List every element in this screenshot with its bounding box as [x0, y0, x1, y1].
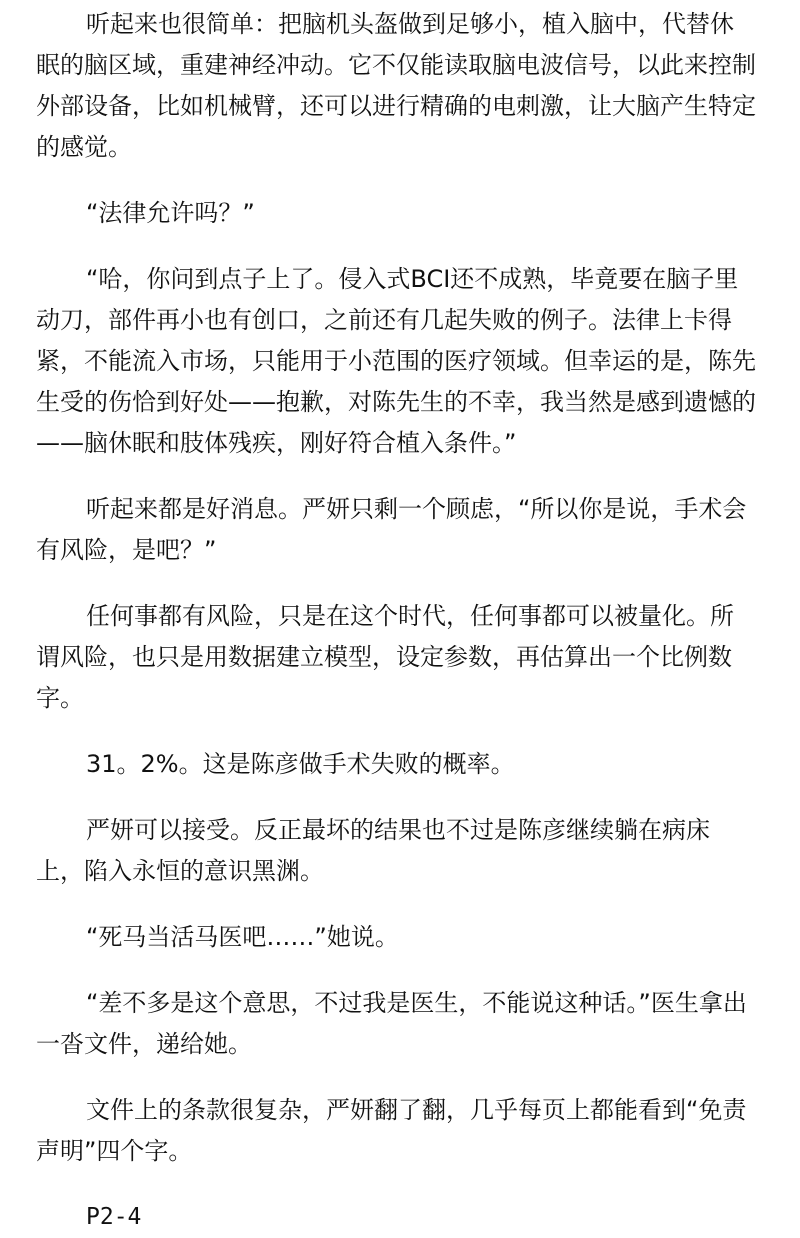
paragraph: 听起来也很简单：把脑机头盔做到足够小，植入脑中，代替休眠的脑区域，重建神经冲动。它不仅能读取脑电波信号，以此来控制外部设备，比如机械臂，还可以进行精确的电刺激，让大脑产生特定的感觉。 — [36, 10, 756, 161]
paragraph: “死马当活马医吧……”她说。 — [86, 923, 399, 951]
page-number: P2-4 — [86, 1204, 142, 1230]
paragraph: “法律允许吗？” — [86, 199, 255, 227]
paragraph: 任何事都有风险，只是在这个时代，任何事都可以被量化。所谓风险，也只是用数据建立模型，设定参数，再估算出一个比例数字。 — [36, 602, 734, 712]
paragraph: 文件上的条款很复杂，严妍翻了翻，几乎每页上都能看到“免责声明”四个字。 — [36, 1096, 747, 1165]
paragraph: 31。2%。这是陈彦做手术失败的概率。 — [86, 750, 515, 778]
paragraph: 严妍可以接受。反正最坏的结果也不过是陈彦继续躺在病床上，陷入永恒的意识黑渊。 — [36, 816, 710, 885]
paragraph: “哈，你问到点子上了。侵入式BCI还不成熟，毕竟要在脑子里动刀，部件再小也有创口，之前还有几起失败的例子。法律上卡得紧，不能流入市场，只能用于小范围的医疗领域。但幸运的是，陈先生受的伤恰到好处——抱歉，对陈先生的不幸，我当然是感到遗憾的——脑休眠和肢体残疾，刚好符合植入条件。” — [36, 265, 756, 457]
paragraph: “差不多是这个意思，不过我是医生，不能说这种话。”医生拿出一沓文件，递给她。 — [36, 989, 747, 1058]
paragraph: 听起来都是好消息。严妍只剩一个顾虑，“所以你是说，手术会有风险，是吧？” — [36, 495, 747, 564]
